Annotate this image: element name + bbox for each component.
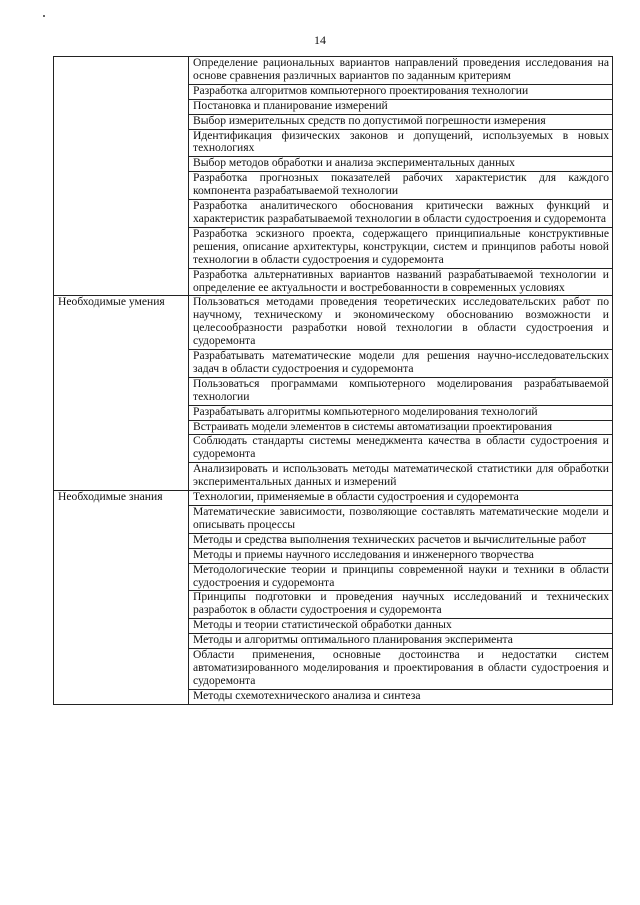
section-item: Математические зависимости, позволяющие составлять математические модели и описывать процессы [189, 506, 613, 534]
section-item: Разработка прогнозных показателей рабочих характеристик для каждого компонента разрабатываемой технологии [189, 172, 613, 200]
table-row [54, 296, 613, 350]
section-item: Методы и приемы научного исследования и инженерного творчества [189, 548, 613, 563]
section-item: Встраивать модели элементов в системы автоматизации проектирования [189, 420, 613, 435]
section-item: Методы схемотехнического анализа и синтеза [189, 689, 613, 704]
section-item: Разработка альтернативных вариантов названий разрабатываемой технологии и определение ее актуальности и востребованности в современных условиях [189, 268, 613, 296]
competency-table [53, 56, 613, 705]
table-body [54, 57, 613, 705]
section-item: Идентификация физических законов и допущений, используемых в новых технологиях [189, 129, 613, 157]
section-item: Выбор методов обработки и анализа экспериментальных данных [189, 157, 613, 172]
section-label: Необходимые умения [54, 296, 189, 491]
section-item: Методы и средства выполнения технических расчетов и вычислительные работ [189, 533, 613, 548]
section-item: Методологические теории и принципы современной науки и техники в области судостроения и судоремонта [189, 563, 613, 591]
section-label: Необходимые знания [54, 491, 189, 705]
table-row [54, 57, 613, 85]
section-item: Соблюдать стандарты системы менеджмента качества в области судостроения и судоремонта [189, 435, 613, 463]
section-item: Разрабатывать алгоритмы компьютерного моделирования технологий [189, 405, 613, 420]
section-label [54, 57, 189, 296]
section-item: Постановка и планирование измерений [189, 99, 613, 114]
scan-speck [43, 15, 45, 17]
table-row [54, 491, 613, 506]
section-item: Принципы подготовки и проведения научных исследований и технических разработок в области судостроения и судоремонта [189, 591, 613, 619]
section-item: Разработка эскизного проекта, содержащего принципиальные конструктивные решения, описание архитектуры, конструкции, систем и принципов работы новой технологии в области судостроения и судоремонта [189, 227, 613, 268]
section-item: Анализировать и использовать методы математической статистики для обработки экспериментальных данных и измерений [189, 463, 613, 491]
section-item: Пользоваться программами компьютерного моделирования разрабатываемой технологии [189, 377, 613, 405]
section-item: Пользоваться методами проведения теоретических исследовательских работ по научному, техническому и экономическому обоснованию возможности и целесообразности разработки новой технологии в области судостроения и судоремонта [189, 296, 613, 350]
section-item: Разработка алгоритмов компьютерного проектирования технологии [189, 84, 613, 99]
section-item: Методы и теории статистической обработки данных [189, 619, 613, 634]
section-item: Области применения, основные достоинства и недостатки систем автоматизированного моделирования и проектирования в области судостроения и судоремонта [189, 649, 613, 690]
section-item: Разработка аналитического обоснования критически важных функций и характеристик разрабатываемой технологии в области судостроения и судоремонта [189, 200, 613, 228]
page-number: 14 [314, 33, 326, 47]
section-item: Определение рациональных вариантов направлений проведения исследования на основе сравнения различных вариантов по заданным критериям [189, 57, 613, 85]
section-item: Выбор измерительных средств по допустимой погрешности измерения [189, 114, 613, 129]
section-item: Методы и алгоритмы оптимального планирования эксперимента [189, 634, 613, 649]
section-item: Технологии, применяемые в области судостроения и судоремонта [189, 491, 613, 506]
section-item: Разрабатывать математические модели для решения научно-исследовательских задач в области судостроения и судоремонта [189, 350, 613, 378]
